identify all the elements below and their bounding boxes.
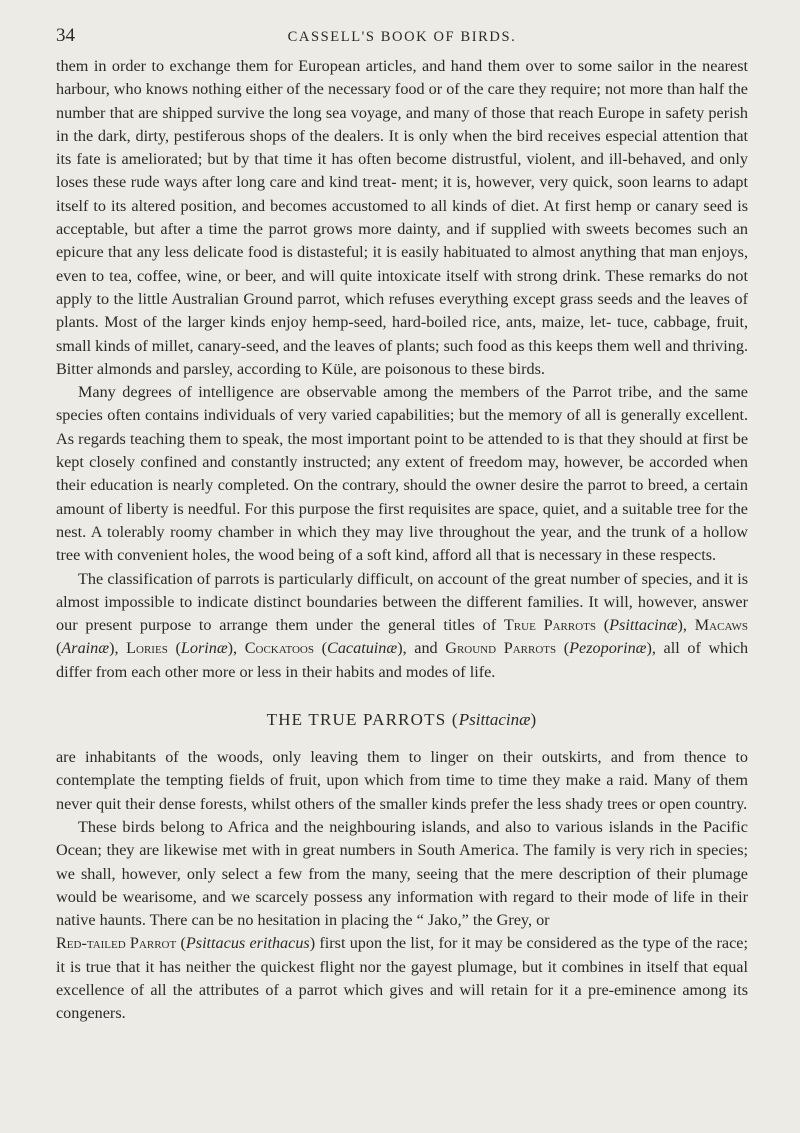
page-header <box>56 25 748 55</box>
paragraph-3: are inhabitants of the woods, only leaving them to linger on their outskirts, and from thence to contemplate the tempting fields of fruit, upon which from time to time they make a raid. Many of them never quit their dense forests, whilst others of the smaller kinds prefer the less shady trees or open country. <box>56 748 748 813</box>
group-name-lories: Lories <box>126 639 168 658</box>
body-text <box>56 55 748 684</box>
group-latin-lorinae: Lorinæ <box>180 639 228 658</box>
group-latin-pezoporinae: Pezoporinæ <box>569 639 647 658</box>
group-name-macaws: Macaws <box>694 616 749 635</box>
section-body <box>56 746 748 1026</box>
paragraph-1: them in order to exchange them for European articles, and hand them over to some sailor in the nearest harbour, who knows nothing either of the necessary food or of the care they require; not more than half the number that are shipped survive the long sea voyage, and many of those that reach Europe in safety perish in the dark, dirty, pestiferous shops of the dealers. It is only when the bird receives especial attention that its fate is ameliorated; but by that time it has often become distrustful, violent, and ill-behaved, and only loses these rude ways after long care and kind treat- ment; it is, however, very quick, soon learns to adapt itself to its altered position, and becomes accustomed to all kinds of diet. At first hemp or canary seed is acceptable, but after a time the parrot grows more dainty, and if supplied with sweets becomes such an epicure that any less delicate food is distasteful; it is easily habituated to almost anything that man enjoys, even to tea, coffee, wine, or beer, and will quite intoxicate itself with strong drink. These remarks do not apply to the little Australian Ground parrot, which refuses everything except grass seeds and the leaves of plants. Most of the larger kinds enjoy hemp-seed, hard-boiled rice, ants, maize, let- tuce, cabbage, fruit, small kinds of millet, canary-seed, and the leaves of plants; such food as this keeps them well and thriving. Bitter almonds and parsley, according to Küle, are poisonous to these birds. <box>56 57 748 378</box>
paragraph-5: Red-tailed Parrot (Psittacus erithacus) first upon the list, for it may be considered as the type of the race; it is true that it has neither the quickest flight nor the gayest plumage, but it combines in itself that equal excellence of all the attributes of a parrot which gives and will retain for it a pre-eminence among its congeners. <box>56 934 748 1023</box>
group-name-ground-parrots: Ground Parrots <box>445 639 557 658</box>
paragraph-5-rest: first upon the list, for it may be considered as the type of the race; it is true that it has neither the quickest flight nor the gayest plumage, but it combines in itself that equal excellence of all the attributes of a parrot which gives and will retain for it a pre-eminence among its congeners. <box>56 934 748 1023</box>
section-heading-title: THE TRUE PARROTS <box>266 710 447 730</box>
group-latin-psittacinae: Psittacinæ <box>609 616 678 635</box>
paragraph-2: Many degrees of intelligence are observable among the members of the Parrot tribe, and the same species often contains individuals of very varied capabilities; but the memory of all is generally excellent. As regards teaching them to speak, the most important point to be attended to is that they should at first be kept closely confined and constantly instructed; any extent of freedom may, however, be accorded when their education is nearly completed. On the contrary, should the owner desire the parrot to breed, a certain amount of liberty is needful. For this purpose the first requisites are space, quiet, and a suitable tree for the nest. A tolerably roomy chamber in which they may live throughout the year, and the trunk of a hollow tree with convenient holes, the wood being of a soft kind, afford all that is necessary in these respects. <box>56 383 748 565</box>
paragraph-classification: The classification of parrots is particularly difficult, on account of the great number of species, and it is almost impossible to indicate distinct boundaries between the different families. It will, however, answer our present purpose to arrange them under the general titles of True Parrots (Psittacinæ), Macaws (Arainæ), Lories (Lorinæ), Cockatoos (Cacatuinæ), and Ground Parrots (Pezoporinæ), all of which differ from each other more or less in their habits and modes of life. <box>56 569 749 681</box>
species-name-red-tailed-parrot: Red-tailed Parrot <box>56 934 177 953</box>
running-head: CASSELL'S BOOK OF BIRDS. <box>287 29 517 45</box>
group-name-cockatoos: Cockatoos <box>244 639 314 658</box>
group-latin-arainae: Arainæ <box>61 639 110 658</box>
classification-outro: , all of which differ from each other more or less in their habits and modes of life. <box>56 639 749 681</box>
group-latin-cacatuinae: Cacatuinæ <box>327 639 398 658</box>
section-heading: THE TRUE PARROTS (Psittacinæ) <box>266 710 538 730</box>
group-name-true-parrots: True Parrots <box>503 616 596 635</box>
species-latin-psittacus-erithacus: Psittacus erithacus <box>185 934 310 953</box>
page-number: 34 <box>56 25 75 46</box>
classification-intro: The classification of parrots is particularly difficult, on account of the great number of species, and it is almost impossible to indicate distinct boundaries between the different families. It will, however, answer our present purpose to arrange them under the general titles of <box>56 569 748 635</box>
section-heading-latin: Psittacinæ <box>458 710 531 730</box>
paragraph-4: These birds belong to Africa and the neighbouring islands, and also to various islands in the Pacific Ocean; they are likewise met with in great numbers in South America. The family is very rich in species; we shall, however, only select a few from the many, seeing that the mere description of their plumage would be wearisome, and we scarcely possess any information with regard to their mode of life in their native haunts. There can be no hesitation in placing the “ Jako,” the Grey, or <box>56 817 748 930</box>
